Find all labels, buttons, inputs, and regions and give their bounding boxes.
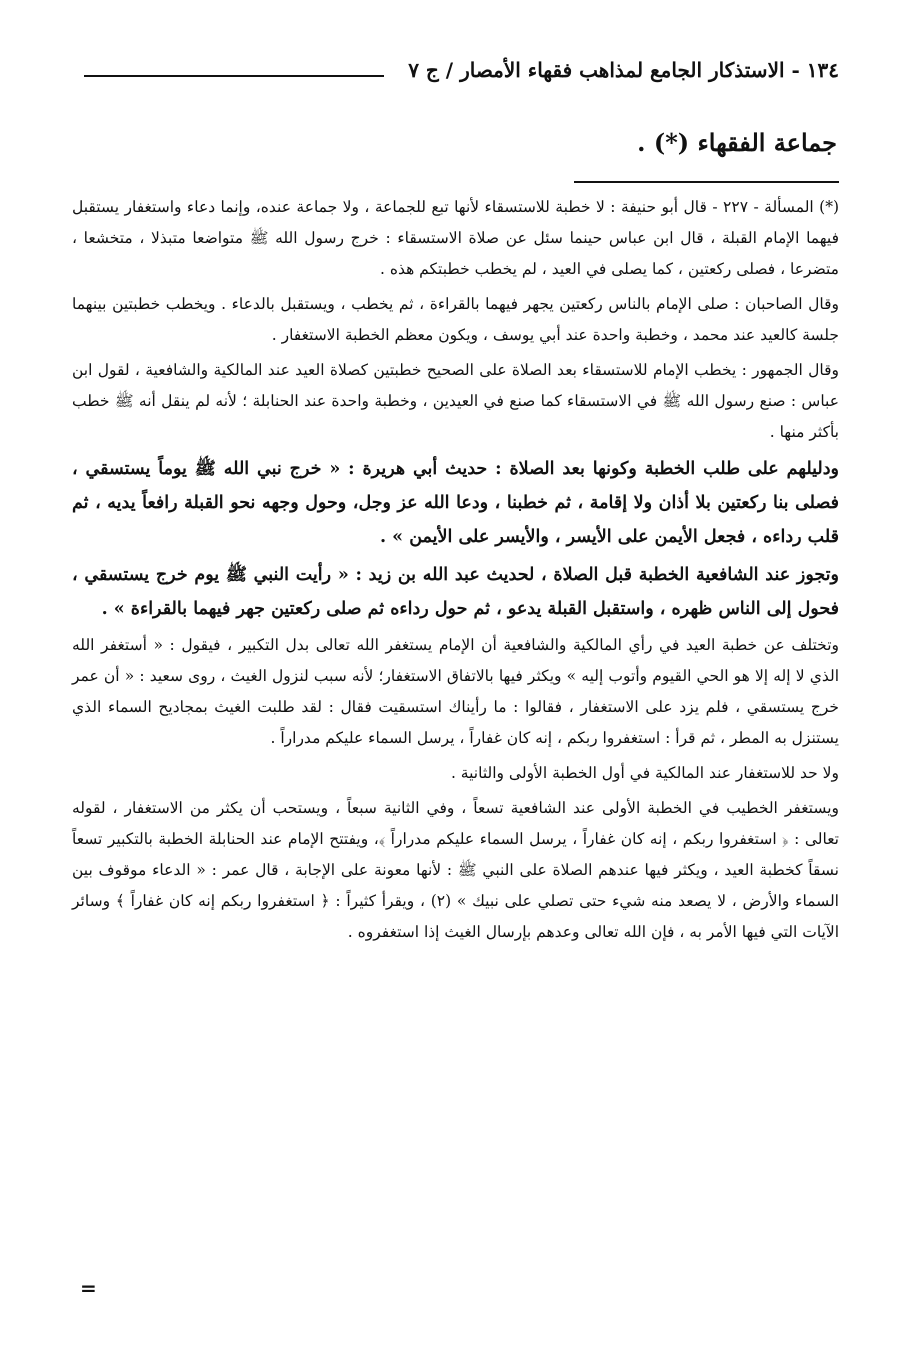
footnote-paragraph: وتجوز عند الشافعية الخطبة قبل الصلاة ، لحديث عبد الله بن زيد : « رأيت النبي ﷺ يوم خرج يستسقي ، فحول إلى الناس ظهره ، واستقبل القبلة يدعو ، ثم حول رداءه ثم صلى ركعتين جهر فيهما بالقراءة » . [72,565,839,619]
footnote-paragraph: وتختلف عن خطبة العيد في رأي المالكية والشافعية أن الإمام يستغفر الله تعالى بدل التكبير ، فيقول : « أستغفر الله الذي لا إله إلا هو الحي القيوم وأتوب إليه » ويكثر فيها بالاتفاق الاستغفار؛ لأنه سبب لنزول الغيث ، روى سعيد : « أن عمر خرج يستسقي ، فلم يزد على الاستغفار ، فقالوا : ما رأيناك استسقيت فقال : لقد طلبت الغيث بمجاديح السماء الذي يستنزل به المطر ، ثم قرأ : استغفروا ربكم ، إنه كان غفاراً ، يرسل السماء عليكم مدراراً . [72,636,839,747]
header-title: ١٣٤ - الاستذكار الجامع لمذاهب فقهاء الأمصار / ج ٧ [408,58,839,82]
header-rule [84,75,384,77]
footnote-paragraph: ودليلهم على طلب الخطبة وكونها بعد الصلاة : حديث أبي هريرة : « خرج نبي الله ﷺ يوماً يستسقي ، فصلى بنا ركعتين بلا أذان ولا إقامة ، ثم خطبنا ، ودعا الله عز وجل، وحول وجهه نحو القبلة رافعاً يديه ، ثم قلب رداءه ، فجعل الأيمن على الأيسر ، والأيسر على الأيمن » . [72,459,839,547]
footnote-paragraph: ويستغفر الخطيب في الخطبة الأولى عند الشافعية تسعاً ، وفي الثانية سبعاً ، ويستحب أن يكثر من الاستغفار ، لقوله تعالى : ﴿ استغفروا ربكم ، إنه كان غفاراً ، يرسل السماء عليكم مدراراً ﴾، ويفتتح الإمام عند الحنابلة الخطبة بالتكبير تسعاً نسقاً كخطبة العيد ، ويكثر فيها عندهم الصلاة على النبي ﷺ : لأنها معونة على الإجابة ، قال عمر : « الدعاء موقوف بين السماء والأرض ، لا يصعد منه شيء حتى تصلي على نبيك » (٢) ، ويقرأ كثيراً : ﴿ استغفروا ربكم إنه كان غفاراً ﴾ وسائر الآيات التي فيها الأمر به ، فإن الله تعالى وعدهم بإرسال الغيث إذا استغفروه . [72,799,839,941]
footnote-paragraph: (*) المسألة - ٢٢٧ - قال أبو حنيفة : لا خطبة للاستسقاء لأنها تبع للجماعة ، ولا جماعة عنده، وإنما دعاء واستغفار يستقبل فيهما الإمام القبلة ، قال ابن عباس حينما سئل عن صلاة الاستسقاء : خرج رسول الله ﷺ متواضعا متبذلا ، متخشعا ، متضرعا ، فصلى ركعتين ، كما يصلى في العيد ، لم يخطب خطبتكم هذه . [72,198,840,278]
main-text: جماعة الفقهاء (*) . [637,128,837,157]
running-header [84,58,839,94]
footnote-paragraph: وقال الجمهور : يخطب الإمام للاستسقاء بعد الصلاة على الصحيح خطبتين كصلاة العيد عند المالكية والشافعية ، لقول ابن عباس : صنع رسول الله ﷺ في الاستسقاء كما صنع في العيدين ، وخطبة واحدة عند الحنابلة ؛ لأنه لم ينقل أنه ﷺ خطب بأكثر منها . [72,361,839,441]
footnote [72,192,839,952]
footnote-paragraph: ولا حد للاستغفار عند المالكية في أول الخطبة الأولى والثانية . [450,764,839,782]
footnote-paragraph: وقال الصاحبان : صلى الإمام بالناس ركعتين يجهر فيهما بالقراءة ، ثم يخطب ، ويستقبل بالدعاء . ويخطب خطبتين بينهما جلسة كالعيد عند محمد ، وخطبة واحدة عند أبي يوسف ، ويكون معظم الخطبة الاستغفار . [72,295,839,344]
footnote-separator [574,181,839,183]
page-continuation-mark: = [80,1276,97,1300]
